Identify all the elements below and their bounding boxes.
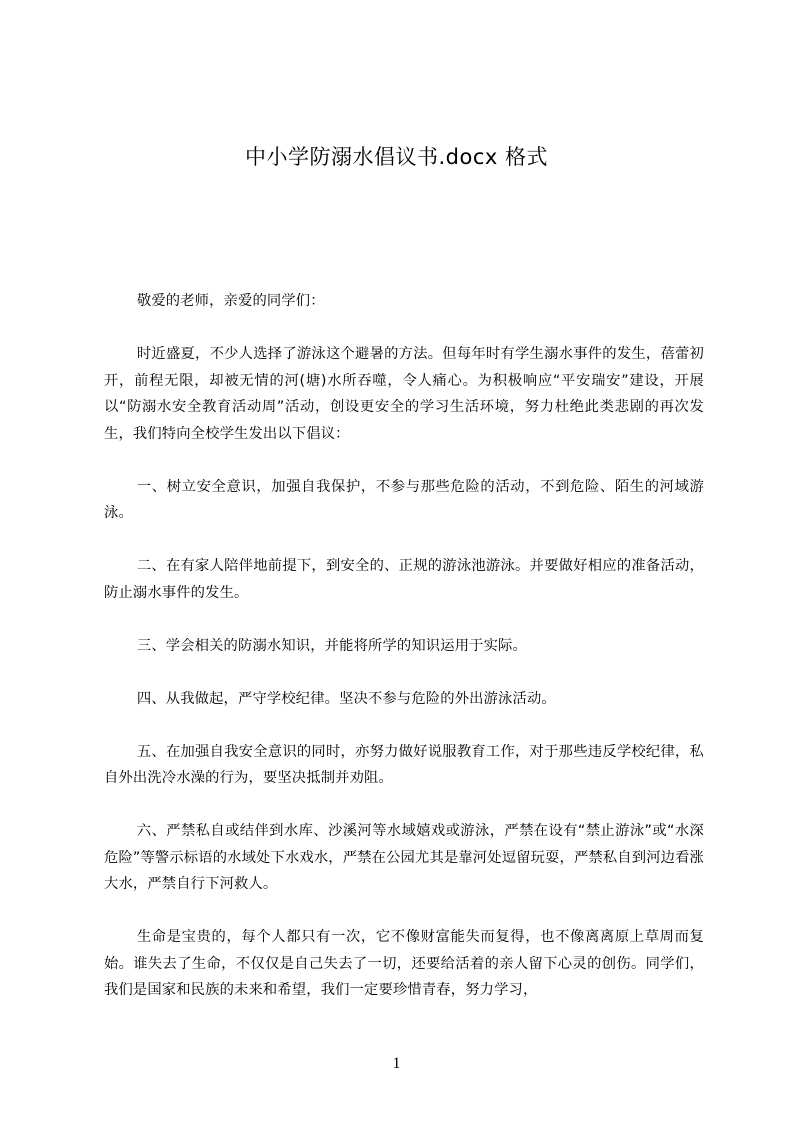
proposal-item-1: 一、树立安全意识，加强自我保护，不参与那些危险的活动，不到危险、陌生的河域游泳。 <box>104 478 704 521</box>
document-title: 中小学防溺水倡议书.docx 格式 <box>244 145 548 169</box>
proposal-item-6: 六、严禁私自或结伴到水库、沙溪河等水域嬉戏或游泳，严禁在设有“禁止游泳”或“水深危险”等警示标语的水域处下水戏水，严禁在公园尤其是靠河处逗留玩耍，严禁私自到河边看涨大水，严禁自行下河救人。 <box>104 823 704 892</box>
page-number: 1 <box>392 1055 401 1072</box>
greeting-paragraph: 敬爱的老师，亲爱的同学们： <box>136 293 325 309</box>
document-body <box>104 288 704 1030</box>
proposal-item-2: 二、在有家人陪伴地前提下，到安全的、正规的游泳池游泳。并要做好相应的准备活动，防止溺水事件的发生。 <box>104 558 704 601</box>
proposal-item-5: 五、在加强自我安全意识的同时，亦努力做好说服教育工作，对于那些违反学校纪律，私自外出洗冷水澡的行为，要坚决抵制并劝阻。 <box>104 743 704 786</box>
proposal-item-4: 四、从我做起，严守学校纪律。坚决不参与危险的外出游泳活动。 <box>136 690 556 707</box>
proposal-item-3: 三、学会相关的防溺水知识，并能将所学的知识运用于实际。 <box>136 637 527 654</box>
closing-paragraph: 生命是宝贵的，每个人都只有一次，它不像财富能失而复得，也不像离离原上草周而复始。谁失去了生命，不仅仅是自己失去了一切，还要给活着的亲人留下心灵的创伤。同学们，我们是国家和民族的未来和希望，我们一定要珍惜青春，努力学习， <box>104 929 704 998</box>
intro-paragraph: 时近盛夏，不少人选择了游泳这个避暑的方法。但每年时有学生溺水事件的发生，蓓蕾初开，前程无限，却被无情的河(塘)水所吞噬，令人痛心。为积极响应“平安瑞安”建设，开展以“防溺水安全教育活动周”活动，创设更安全的学习生活环境，努力杜绝此类悲剧的再次发生，我们特向全校学生发出以下倡议： <box>104 346 704 442</box>
